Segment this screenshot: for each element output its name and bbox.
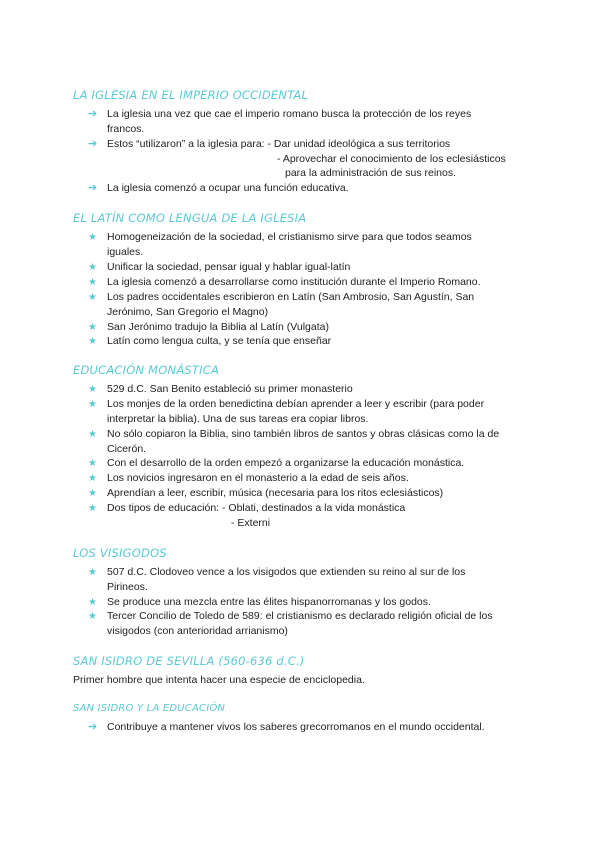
list-item: No sólo copiaron la Biblia, sino también libros de santos y obras clásicas como la de xyxy=(107,428,500,440)
star-bullet-icon: ★ xyxy=(88,384,97,395)
list-item: Los padres occidentales escribieron en Latín (San Ambrosio, San Agustín, San xyxy=(107,291,475,303)
list-item: Unificar la sociedad, pensar igual y hablar igual-latín xyxy=(107,261,351,273)
list-item: Se produce una mezcla entre las élites hispanorromanas y los godos. xyxy=(107,596,431,608)
star-bullet-icon: ★ xyxy=(88,473,97,484)
star-bullet-icon: ★ xyxy=(88,292,97,303)
list-item: Con el desarrollo de la orden empezó a organizarse la educación monástica. xyxy=(107,457,465,469)
list-item: Tercer Concilio de Toledo de 589: el cristianismo es declarado religión oficial de los xyxy=(107,610,493,622)
arrow-bullet-icon: ➔ xyxy=(88,138,98,150)
list-item: 507 d.C. Clodoveo vence a los visigodos que extienden su reino al sur de los xyxy=(107,566,466,578)
list-item: La iglesia una vez que cae el imperio romano busca la protección de los reyes xyxy=(107,108,472,120)
star-bullet-icon: ★ xyxy=(88,322,97,333)
list-item-continuation: Jerónimo, San Gregorio el Magno) xyxy=(107,306,269,318)
star-bullet-icon: ★ xyxy=(88,429,97,440)
heading-latin-lengua: EL LATÍN COMO LENGUA DE LA IGLESIA xyxy=(73,211,307,225)
star-bullet-icon: ★ xyxy=(88,262,97,273)
subheading-san-isidro-educacion: SAN ISIDRO Y LA EDUCACIÓN xyxy=(73,703,226,714)
arrow-bullet-icon: ➔ xyxy=(88,108,98,120)
list-item-continuation: interpretar la biblia). Una de sus tareas era copiar libros. xyxy=(107,413,369,425)
star-bullet-icon: ★ xyxy=(88,399,97,410)
list-item: Contribuye a mantener vivos los saberes grecorromanos en el mundo occidental. xyxy=(107,721,485,733)
heading-san-isidro: SAN ISIDRO DE SEVILLA (560-636 d.C.) xyxy=(73,654,305,668)
arrow-bullet-icon: ➔ xyxy=(88,182,98,194)
list-item: Homogeneización de la sociedad, el cristianismo sirve para que todos seamos xyxy=(107,231,472,243)
list-item: Dos tipos de educación: - Oblati, destinados a la vida monástica xyxy=(107,502,406,514)
list-subitem-continuation: para la administración de sus reinos. xyxy=(285,167,457,179)
list-subitem: - Externi xyxy=(231,517,271,529)
list-item: Aprendían a leer, escribir, música (necesaria para los ritos eclesiásticos) xyxy=(107,487,444,499)
list-item: La iglesia comenzó a ocupar una función educativa. xyxy=(107,182,349,194)
list-item: Estos “utilizaron” a la iglesia para: - Dar unidad ideológica a sus territorios xyxy=(107,138,451,150)
arrow-bullet-icon: ➔ xyxy=(88,721,98,733)
list-item: La iglesia comenzó a desarrollarse como institución durante el Imperio Romano. xyxy=(107,276,481,288)
star-bullet-icon: ★ xyxy=(88,277,97,288)
star-bullet-icon: ★ xyxy=(88,611,97,622)
star-bullet-icon: ★ xyxy=(88,336,97,347)
list-item-continuation: francos. xyxy=(107,123,145,135)
star-bullet-icon: ★ xyxy=(88,488,97,499)
list-item: Los novicios ingresaron en el monasterio a la edad de seis años. xyxy=(107,472,409,484)
heading-educacion-monastica: EDUCACIÓN MONÁSTICA xyxy=(73,363,220,377)
list-item: Los monjes de la orden benedictina debían aprender a leer y escribir (para poder xyxy=(107,398,485,410)
list-item-continuation: visigodos (con anterioridad arrianismo) xyxy=(107,625,288,637)
star-bullet-icon: ★ xyxy=(88,567,97,578)
list-item: 529 d.C. San Benito estableció su primer monasterio xyxy=(107,383,353,395)
list-item-continuation: Cicerón. xyxy=(107,443,147,455)
paragraph: Primer hombre que intenta hacer una especie de enciclopedia. xyxy=(73,674,365,686)
heading-visigodos: LOS VISIGODOS xyxy=(73,546,167,560)
star-bullet-icon: ★ xyxy=(88,232,97,243)
list-item: San Jerónimo tradujo la Biblia al Latín (Vulgata) xyxy=(107,321,329,333)
list-subitem: - Aprovechar el conocimiento de los eclesiásticos xyxy=(277,153,506,165)
list-item: Latín como lengua culta, y se tenía que enseñar xyxy=(107,335,332,347)
list-item-continuation: Pirineos. xyxy=(107,581,148,593)
heading-iglesia-imperio: LA IGLESIA EN EL IMPERIO OCCIDENTAL xyxy=(73,88,309,102)
star-bullet-icon: ★ xyxy=(88,458,97,469)
star-bullet-icon: ★ xyxy=(88,597,97,608)
list-item-continuation: iguales. xyxy=(107,246,144,258)
star-bullet-icon: ★ xyxy=(88,503,97,514)
